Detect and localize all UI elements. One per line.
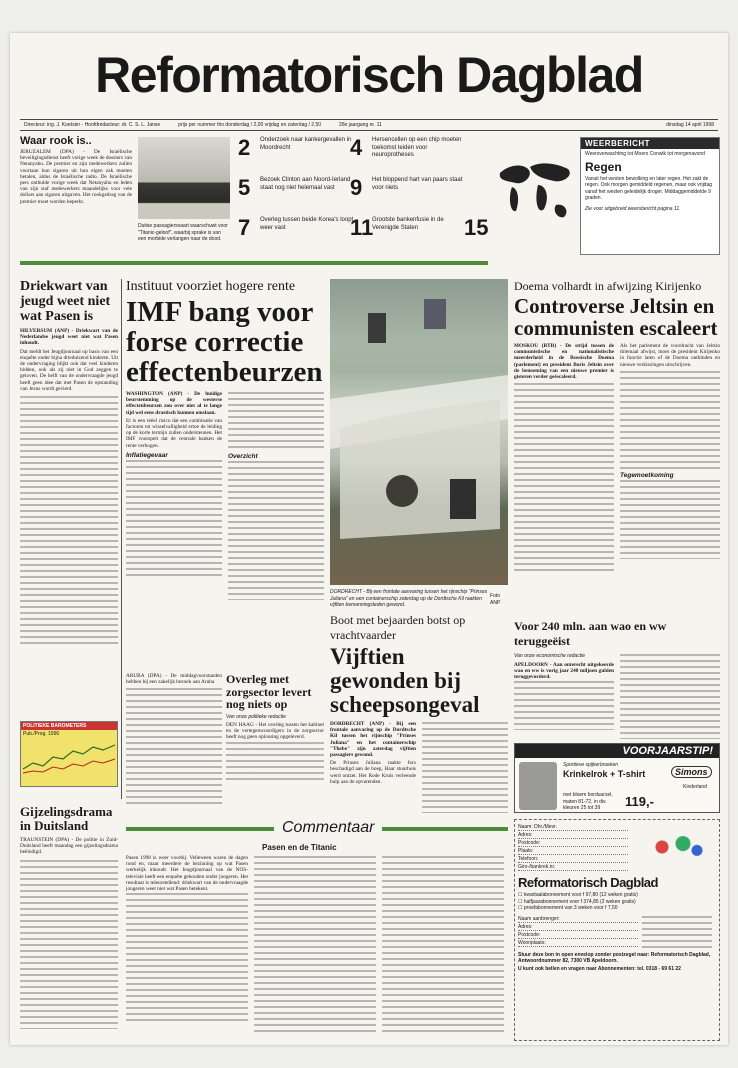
- index-item[interactable]: Overleg tussen beide Korea's loopt weer vast: [260, 217, 354, 231]
- right-text-col2b: [620, 479, 720, 559]
- weather-body: Vanuit het westen bewolking en later regen. Het zakt de regen. Ook morgen gemiddeld regenen, maar ook vrijdag vanaf het westen geleidelijk droger. Middaggemiddelde 9 graden.: [585, 175, 713, 201]
- stock-chart-label: Pub./Prog. 1996: [23, 731, 60, 737]
- wao-article: [514, 619, 720, 739]
- left-body: Dat meldt het Jeugdjournaal op basis van een enquête onder bijna drieduizend kinderen. Uit de ondervraging blijkt ook dat veel kinderen bidden, ook als zij niet in God zeggen te geloven. De helft van de ondervraagde jeugd heeft geen idee dat met Pasen de opstanding van Jezus wordt gevierd.: [20, 348, 118, 392]
- aruba-dateline: ARUBA (DPA) - De middagvoorstanden hebben bij een zakelijk bezoek aan Aruba: [126, 673, 222, 686]
- ad-figure: [519, 762, 557, 810]
- advertisement[interactable]: [514, 743, 720, 813]
- left-dateline: HILVERSUM (ANP) - Driekwart van de Nederlandse jeugd weet niet wat Pasen inhoudt.: [20, 328, 118, 347]
- form-logo: Reformatorisch Dagblad: [518, 875, 658, 890]
- wao-text-col2: [620, 653, 720, 739]
- right-dateline: MOSKOU (RTR) - De strijd tussen de communistische en nationalistische meerderheid in de Russische Doema (parlement) en president Boris Jeltsin over de benoeming van een nieuwe premier is gisteren verder geëscaleerd.: [514, 343, 614, 381]
- lower-left-headline: Gijzelingsdrama in Duitsland: [20, 805, 113, 833]
- weather-title: Regen: [585, 159, 622, 174]
- wao-headline: Voor 240 mln. aan wao en ww teruggeëist: [514, 619, 667, 648]
- form-side-text: [642, 915, 712, 949]
- form-option[interactable]: ☐ halfjaarabonnement voor f 374,85 (2 weken gratis): [518, 898, 636, 905]
- right-article: [514, 279, 720, 615]
- form-extra-postcode[interactable]: Postcode:: [518, 931, 638, 939]
- main-headline: IMF bang voor forse correctie effectenbeurzen: [126, 296, 323, 388]
- ad-title: Krinkelrok + T-shirt: [563, 769, 646, 779]
- index-lead-body: JERUZALEM (DPA) - De Israëlische beveiligingsdienst heeft vorige week de dossiers van Netanyahu. De premier en zijn medewerkers zullen voortaan hun sigaren uit hun eigen zak moeten betalen, aldus de Israëlische radio. De Israëlische pers onthulde vorige week dat Netanyahu en leden van zijn staf medewerkers maandelijks voor vele dollars aan sigaren uitgaven. Het rookgedrag van de premier moet worden beperkt.: [20, 149, 132, 205]
- lower-left-text: [20, 859, 118, 1029]
- index-items: [238, 135, 488, 259]
- form-decoration-icon: [641, 830, 711, 864]
- stock-chart-title: POLITIEKE BAROMETERS: [21, 722, 117, 730]
- left-body-text: [20, 395, 118, 645]
- wao-kicker: Van onze economische redactie: [514, 653, 585, 659]
- index-item[interactable]: Onderzoek naar kankergevallen in Moordrecht: [260, 137, 352, 151]
- index-num: 7: [238, 215, 251, 240]
- commentary-title: Commentaar: [274, 819, 382, 837]
- ferry-kicker: Boot met bejaarden botst op vrachtvaarder: [330, 613, 466, 642]
- volume-line: 28e jaargang nr. 11: [339, 122, 382, 128]
- form-extra-name[interactable]: Naam aanbrenger:: [518, 915, 638, 923]
- index-lead-title: Waar rook is..: [20, 135, 92, 147]
- main-article: [126, 279, 324, 671]
- commentary-text-col2: [254, 855, 376, 1035]
- world-map-icon: [494, 137, 576, 257]
- index-item[interactable]: Bezoek Clinton aan Noord-Ierland staat nog niet helemaal vast: [260, 177, 351, 191]
- weather-box: [580, 137, 720, 255]
- stock-chart-lines: [21, 739, 117, 779]
- form-field-postcode[interactable]: Postcode:: [518, 839, 628, 847]
- right-body: Als het parlement de voordracht van Jeltsin driemaal afwijst, moet de president Kirijenko in functie laten of de Doema ontbinden en nieuwe verkiezingen uitschrijven.: [620, 343, 720, 368]
- lower-left-dateline: TRAUNSTEIN (DPA) - De politie in Zuid-Duitsland heeft maandag een gijzelingsdrama beëindigd.: [20, 837, 118, 856]
- checkbox-icon[interactable]: ☐: [518, 898, 524, 905]
- index-num: 9: [350, 175, 363, 200]
- ship-image: [138, 137, 230, 219]
- commentary-text-col1: [126, 892, 248, 1022]
- stock-chart: [20, 721, 118, 787]
- aruba-text: [126, 687, 222, 807]
- index-item[interactable]: Het bloppend hart van paars staat voor niets: [372, 177, 463, 191]
- right-headline: Controverse Jeltsin en communisten escaleert: [514, 294, 718, 340]
- ship-photo-scene: [330, 279, 508, 585]
- wao-text-col1: [514, 680, 614, 730]
- ferry-article: [330, 613, 508, 813]
- ad-store: Kinderland: [683, 784, 707, 790]
- form-field-bank[interactable]: Giro-/bankrek.nr.: [518, 863, 628, 871]
- form-field-name[interactable]: Naam: Dhr./Mevr.: [518, 823, 628, 831]
- ad-sub: Sportieve spijkerbroeken: [563, 762, 619, 768]
- form-field-city[interactable]: Plaats:: [518, 847, 628, 855]
- commentary-headline: Pasen en de Titanic: [262, 843, 337, 852]
- main-dateline: WASHINGTON (ANP) - De huidige beurstemming op de westerse effectenbeurzen zou over niet al te lange tijd wel eens drastisch kunnen omslaan.: [126, 391, 222, 416]
- index-item[interactable]: Hersencellen op een chip moeten toekomst leiden voor neuroprotheses: [372, 137, 462, 158]
- world-map: [494, 137, 576, 257]
- right-text-col2a: [620, 370, 720, 470]
- care-headline: Overleg met zorgsector levert nog niets op: [226, 673, 312, 711]
- ferry-dateline: DORDRECHT (ANP) - Bij een frontale aanvaring op de Dordtsche Kil tussen het rijnschip "Prinses Juliana" en het containerschip "Thebe" zijn zaterdag vijftien passagiers gewond.: [330, 721, 416, 759]
- price-line: prijs per nummer tho donderdag / 2,00 vrijdag en zaterdag / 2,50: [178, 122, 322, 128]
- form-option[interactable]: ☐ kwartaalabonnement voor f 97,80 (12 weken gratis): [518, 892, 638, 898]
- main-text-col2a: [228, 391, 324, 451]
- ferry-text: [422, 721, 508, 813]
- index-num: 11: [350, 215, 374, 240]
- index-green-bar: [20, 261, 488, 265]
- ship-photo-credit: Foto ANP: [490, 593, 501, 606]
- director-line: Directeur: ing. J. Koetsier - Hoofdredacteur: dr. C. S. L. Janse: [24, 122, 161, 128]
- form-footer: Stuur deze bon in open envelop zonder postzegel naar: Reformatorisch Dagblad, Antwoordnummer 82, 7300 VB Apeldoorn.: [518, 951, 711, 964]
- main-subhead-overview: Overzicht: [228, 453, 258, 460]
- index-photo-caption: Duitse passagiersvaart waarschuwt voor "Titanic-geloof", waarbij sprake is van een morbide verlangen naar de dood.: [138, 223, 228, 242]
- wao-dateline: APELDOORN - Aan onterecht uitgekeerde wao en ww is vorig jaar 240 miljoen gulden teruggevorderd.: [514, 661, 614, 680]
- newspaper-page: [10, 33, 728, 1045]
- weather-header: WEERBERICHT: [581, 138, 719, 149]
- index-num: 2: [238, 135, 251, 160]
- commentary-body: Pasen 1998 is weer voorbij. Velleween waren de dagen rond en, maar meerdere de bezinning op wat Pasen werkelijk inhoudt. Het Jeugdjournaal van de NOS-televisie heeft een enquête gehouden onder jongeren. Het resultaat is teleurstellend: driekwart van de ondervraagde jongeren weet niet wat Pasen betekent.: [126, 855, 248, 893]
- column-rule: [121, 279, 122, 799]
- ad-price: 119,-: [625, 794, 654, 809]
- date-line: dinsdag 14 april 1998: [666, 122, 714, 128]
- care-text: [226, 741, 324, 781]
- care-article: [226, 673, 324, 813]
- index-num: 15: [464, 215, 489, 240]
- weather-footer: Zie voor uitgebreid weersbericht pagina 11.: [585, 205, 681, 212]
- main-subhead-inflation: Inflatiegevaar: [126, 451, 168, 459]
- commentary-text-col3: [382, 855, 504, 1035]
- main-body: Er is een reëel risico dat een combinatie van factoren tot wisselvalligheid ertoe de leiding op de korte termijn zullen ondersteunen. Het IMF voorspelt dat de centrale banken de rente verhogen.: [126, 417, 222, 449]
- ferry-headline: Vijftien gewonden bij scheepsongeval: [330, 644, 480, 717]
- meta-bar: [20, 119, 718, 131]
- form-extra-address[interactable]: Adres:: [518, 923, 638, 931]
- aruba-article: [126, 673, 222, 813]
- lower-left-article: [20, 805, 118, 1040]
- masthead-title: Reformatorisch Dagblad: [95, 47, 643, 103]
- weather-sub: Weersverwachting tot Moers Conwik tot morgenavond: [585, 151, 705, 157]
- commentary-article: [126, 843, 508, 1039]
- index-strip: [20, 135, 488, 267]
- form-extra-city[interactable]: Woonplaats:: [518, 939, 638, 947]
- right-kicker: Doema volhardt in afwijzing Kirijenko: [514, 279, 702, 293]
- checkbox-icon[interactable]: ☐: [518, 892, 524, 898]
- right-subhead: Tegemoetkoming: [620, 471, 674, 479]
- index-num: 5: [238, 175, 251, 200]
- care-kicker: Van onze politieke redactie: [226, 713, 286, 720]
- commentary-banner: [126, 819, 508, 839]
- index-num: 4: [350, 135, 363, 160]
- form-field-phone[interactable]: Telefoon:: [518, 855, 628, 863]
- main-text-col1: [126, 459, 222, 579]
- subscription-form: [514, 819, 720, 1041]
- checkbox-icon[interactable]: ☐: [518, 905, 524, 911]
- ad-detail: met bloem borduursel, maten 81-72, in div. kleuren 25 tot 39: [563, 792, 613, 811]
- ship-photo: [330, 279, 508, 585]
- form-option[interactable]: ☐ proefabonnement van 3 weken voor f 7,50: [518, 905, 618, 911]
- care-dateline: DEN HAAG - Het overleg tussen het kabinet en de vertegenwoordigers in de zorgsector heeft nog geen oplossing opgeleverd.: [226, 722, 324, 741]
- right-text-col1: [514, 382, 614, 572]
- main-kicker: Instituut voorziet hogere rente: [126, 279, 296, 294]
- left-column: [20, 279, 118, 709]
- ad-brand: Simons: [671, 766, 712, 778]
- index-lead: [20, 135, 132, 259]
- ferry-body: De Prinses Juliana raakte fors beschadigd aan de boeg. Haar stuurhuis werd ontzet. Het Rode Kruis verleende hulp aan de opvarenden.: [330, 760, 416, 785]
- form-phone: U kunt ook bellen en vragen naar Abonnementen: tel. 0318 - 69 61 22: [518, 965, 681, 972]
- index-item[interactable]: Grootste bankenfusie in de Verenigde Staten: [372, 217, 444, 231]
- main-text-col2b: [228, 460, 324, 600]
- left-headline: Driekwart van jeugd weet niet wat Pasen is: [20, 279, 111, 324]
- ship-photo-caption: DORDRECHT - Bij een frontale aanvaring tussen het rijnschip "Prinses Juliana" en een containerschip zaterdag op de Dordtsche Kil raakten vijftien bemanningsleden gewond.: [330, 589, 488, 608]
- form-field-address[interactable]: Adres:: [518, 831, 628, 839]
- ad-header: VOORJAARSTIP!: [515, 744, 719, 758]
